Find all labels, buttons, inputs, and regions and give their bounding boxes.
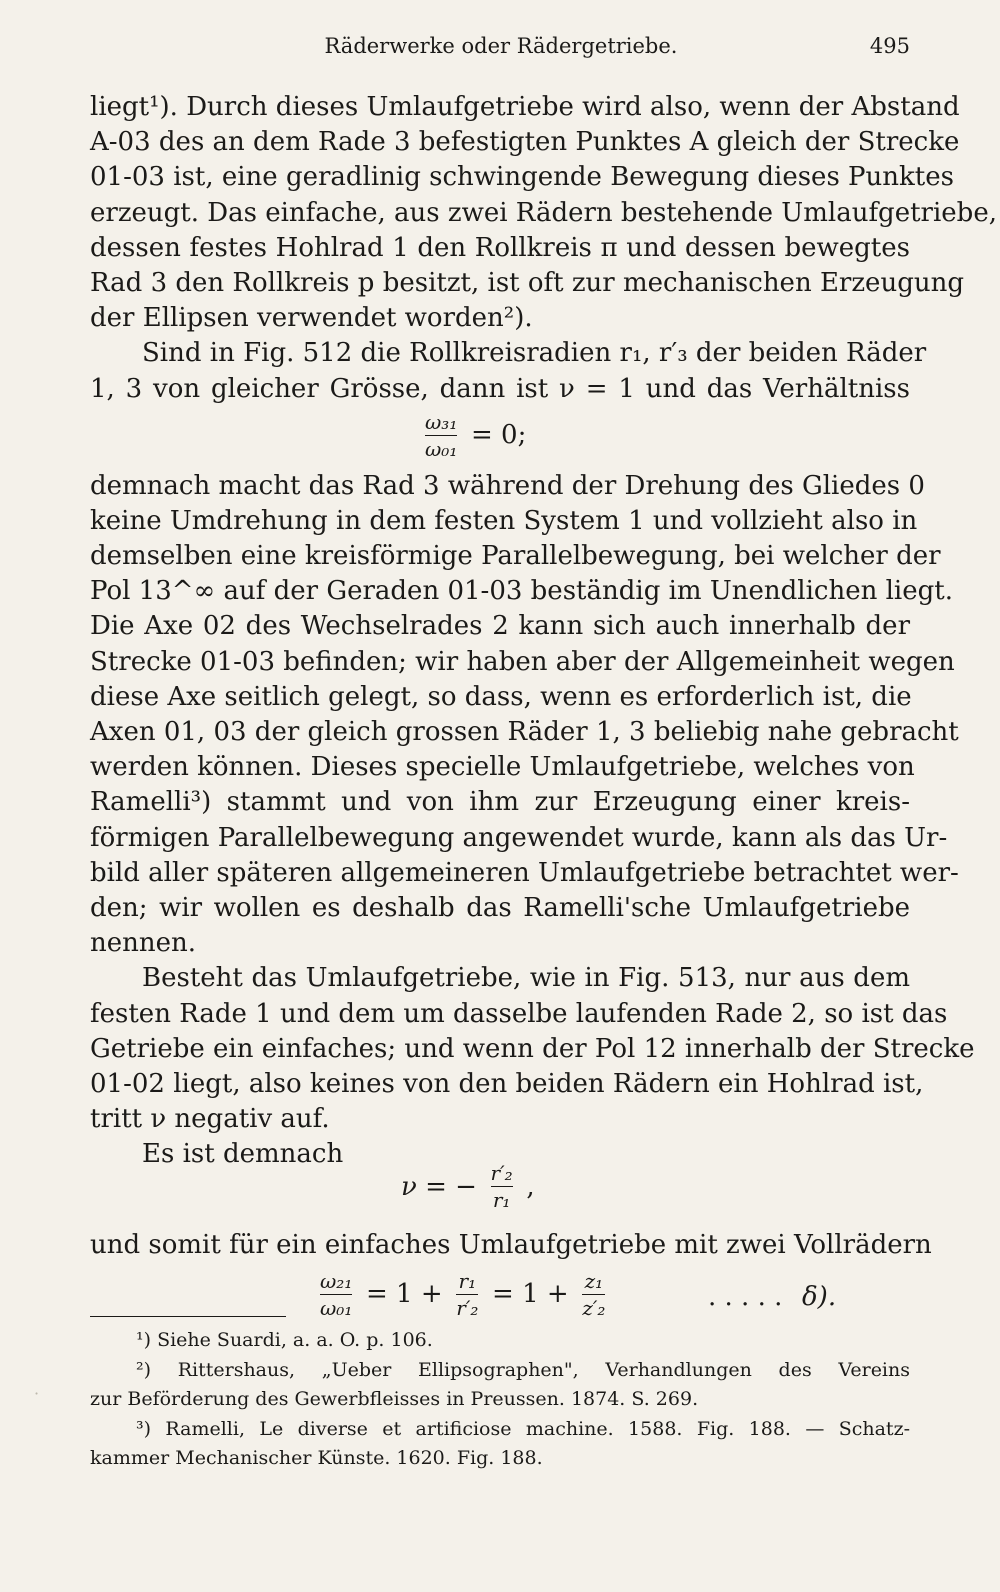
fraction-denominator: z′₂ (582, 1295, 606, 1320)
fraction (320, 1270, 352, 1319)
footnote: kammer Mechanischer Künste. 1620. Fig. 188. (90, 1447, 543, 1469)
fraction-numerator: ω₂₁ (320, 1268, 353, 1293)
text-line: 01-02 liegt, also keines von den beiden Rädern ein Hohlrad ist, (90, 1068, 924, 1099)
equation-nu (90, 1161, 910, 1228)
text-line: demselben eine kreisförmige Parallelbewegung, bei welcher der (90, 541, 941, 572)
text-line: A-03 des an dem Rade 3 befestigten Punktes A gleich der Strecke (90, 127, 960, 158)
text-line: Axen 01, 03 der gleich grossen Räder 1, 3 beliebig nahe gebracht (90, 717, 959, 747)
equation-lhs: ν = − (401, 1171, 477, 1202)
text-line: der Ellipsen verwendet worden²). (90, 303, 533, 334)
text-line: werden können. Dieses specielle Umlaufgetriebe, welches von (90, 752, 915, 783)
text-line: tritt ν negativ auf. (90, 1104, 330, 1135)
text-line: 1, 3 von gleicher Grösse, dann ist ν = 1 und das Verhältniss (90, 373, 910, 404)
text-line: keine Umdrehung in dem festen System 1 und vollzieht also in (90, 505, 918, 536)
running-title: Räderwerke oder Rädergetriebe. (324, 34, 678, 58)
footnote: zur Beförderung des Gewerbfleisses in Preussen. 1874. S. 269. (90, 1388, 699, 1410)
text-line: Es ist demnach (142, 1139, 344, 1170)
equation-omega-ratio (90, 407, 910, 469)
fraction-numerator: ω₃₁ (425, 409, 458, 434)
equation-rhs: = 0; (470, 420, 527, 451)
text-line: nennen. (90, 928, 197, 959)
text-line: Besteht das Umlaufgetriebe, wie in Fig. 513, nur aus dem (142, 963, 910, 994)
text-line: und somit für ein einfaches Umlaufgetriebe mit zwei Vollrädern (90, 1230, 932, 1261)
text-line: diese Axe seitlich gelegt, so dass, wenn es erforderlich ist, die (90, 681, 912, 712)
equation-operator: = 1 + (365, 1279, 443, 1310)
equation-operator: = 1 + (492, 1279, 569, 1310)
fraction-numerator: r′₂ (490, 1161, 513, 1186)
text-line: den; wir wollen es deshalb das Ramelli'sche Umlaufgetriebe (90, 892, 910, 923)
text-line: Sind in Fig. 512 die Rollkreisradien r₁, r′₃ der beiden Räder (142, 338, 927, 369)
footnote-rule (90, 1316, 286, 1317)
text-line: Pol 13^∞ auf der Geraden 01-03 beständig im Unendlichen liegt. (90, 576, 953, 607)
footnote: ³) Ramelli, Le diverse et artificiose machine. 1588. Fig. 188. — Schatz- (136, 1417, 910, 1440)
text-line: Getriebe ein einfaches; und wenn der Pol 12 innerhalb der Strecke (90, 1033, 975, 1064)
fraction-numerator: r₁ (458, 1268, 477, 1293)
text-line: festen Rade 1 und dem um dasselbe laufenden Rade 2, so ist das (90, 998, 948, 1029)
equation-label: δ). (802, 1282, 837, 1313)
fraction (456, 1270, 478, 1319)
text-line: liegt¹). Durch dieses Umlaufgetriebe wird also, wenn der Abstand (90, 92, 960, 122)
text-line: förmigen Parallelbewegung angewendet wurde, kann als das Ur- (90, 822, 948, 853)
fraction-denominator: r′₂ (456, 1295, 479, 1320)
text-line: erzeugt. Das einfache, aus zwei Rädern bestehende Umlaufgetriebe, (90, 197, 997, 228)
footnotes (90, 1326, 910, 1474)
fraction (425, 411, 457, 460)
fraction (491, 1162, 513, 1211)
text-line: 01-03 ist, eine geradlinig schwingende Bewegung dieses Punktes (90, 162, 954, 193)
text-line: Strecke 01-03 befinden; wir haben aber der Allgemeinheit wegen (90, 646, 955, 677)
fraction-denominator: r₁ (492, 1188, 511, 1213)
fraction (582, 1270, 605, 1319)
footnote: ¹) Siehe Suardi, a. a. O. p. 106. (136, 1329, 433, 1351)
fraction-denominator: ω₀₁ (425, 436, 458, 461)
running-head (92, 34, 910, 66)
body-text (90, 90, 997, 1338)
text-line: Rad 3 den Rollkreis p besitzt, ist oft zur mechanischen Erzeugung (90, 267, 964, 298)
equation-tail: , (526, 1171, 535, 1202)
fraction-denominator: ω₀₁ (320, 1295, 353, 1320)
page-number: 495 (869, 34, 910, 58)
leader-dots: . . . . . (708, 1282, 783, 1313)
text-line: dessen festes Hohlrad 1 den Rollkreis π und dessen bewegtes (90, 232, 910, 263)
text-line: Ramelli³) stammt und von ihm zur Erzeugung einer kreis- (90, 787, 910, 818)
fraction-numerator: z₁ (584, 1268, 604, 1293)
text-line: demnach macht das Rad 3 während der Drehung des Gliedes 0 (90, 470, 925, 501)
footnote: ²) Rittershaus, „Ueber Ellipsographen", Verhandlungen des Vereins (136, 1358, 910, 1381)
text-line: Die Axe 02 des Wechselrades 2 kann sich auch innerhalb der (90, 611, 910, 642)
scan-speck: · (34, 1384, 40, 1403)
text-line: bild aller späteren allgemeineren Umlaufgetriebe betrachtet wer- (90, 857, 959, 888)
